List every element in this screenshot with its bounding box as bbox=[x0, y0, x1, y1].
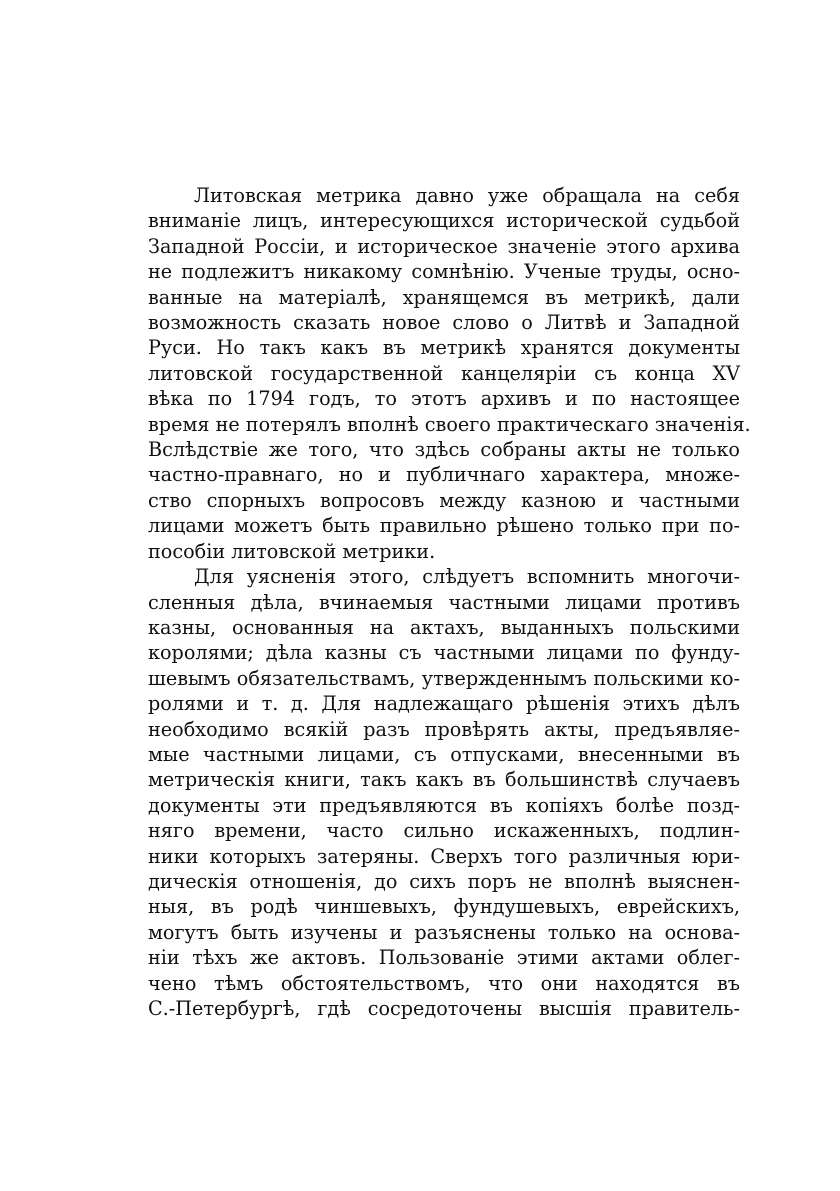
text-line: сленныя дѣла, вчинаемыя частными лицами противъ bbox=[148, 590, 740, 614]
text-line: Литовская метрика давно уже обращала на себя bbox=[194, 184, 740, 207]
text-line: ванные на матеріалѣ, хранящемся въ метрикѣ, дали bbox=[148, 285, 740, 309]
text-line: ніи тѣхъ же актовъ. Пользованіе этими актами облег- bbox=[148, 946, 740, 970]
text-line: чено тѣмъ обстоятельствомъ, что они находятся въ bbox=[148, 971, 740, 995]
text-line: казны, основанныя на актахъ, выданныхъ польскими bbox=[148, 615, 740, 639]
text-line: мые частными лицами, съ отпусками, внесенными въ bbox=[148, 742, 740, 766]
text-line: время не потерялъ вполнѣ своего практическаго значенія. bbox=[148, 412, 751, 436]
text-line: метрическія книги, такъ какъ въ большинствѣ случаевъ bbox=[148, 768, 740, 792]
text-line: документы эти предъявляются въ копіяхъ болѣе позд- bbox=[148, 793, 740, 817]
text-line: ники которыхъ затеряны. Сверхъ того различныя юри- bbox=[148, 844, 740, 868]
text-line: няго времени, часто сильно искаженныхъ, подлин- bbox=[148, 819, 740, 843]
text-line: Вслѣдствіе же того, что здѣсь собраны акты не только bbox=[148, 438, 740, 462]
text-line: лицами можетъ быть правильно рѣшено только при по- bbox=[148, 514, 740, 538]
paragraph-2 bbox=[148, 564, 740, 1021]
page-text bbox=[148, 183, 751, 1021]
text-line: ство спорныхъ вопросовъ между казною и частными bbox=[148, 488, 740, 512]
text-line: шевымъ обязательствамъ, утвержденнымъ польскими ко- bbox=[148, 666, 740, 690]
text-line: возможность сказать новое слово о Литвѣ и Западной bbox=[148, 311, 740, 335]
text-line: литовской государственной канцеляріи съ конца XV bbox=[148, 361, 740, 385]
text-line: дическія отношенія, до сихъ поръ не вполнѣ выяснен- bbox=[148, 869, 740, 893]
text-line: С.-Петербургѣ, гдѣ сосредоточены высшія правитель- bbox=[148, 997, 740, 1020]
paragraph-1 bbox=[148, 183, 751, 564]
text-line: ролями и т. д. Для надлежащаго рѣшенія этихъ дѣлъ bbox=[148, 692, 740, 716]
text-line: вѣка по 1794 годъ, то этотъ архивъ и по настоящее bbox=[148, 387, 740, 411]
text-line: Западной Россіи, и историческое значеніе этого архива bbox=[148, 234, 740, 258]
text-line: необходимо всякій разъ провѣрять акты, предъявляе- bbox=[148, 717, 740, 741]
text-line: не подлежитъ никакому сомнѣнію. Ученые труды, осно- bbox=[148, 260, 740, 284]
text-line: ныя, въ родѣ чиншевыхъ, фундушевыхъ, еврейскихъ, bbox=[148, 895, 740, 919]
text-line: королями; дѣла казны съ частными лицами по фунду- bbox=[148, 641, 740, 665]
text-line: Для уясненія этого, слѣдуетъ вспомнить многочи- bbox=[194, 565, 740, 589]
text-line: Руси. Но такъ какъ въ метрикѣ хранятся документы bbox=[148, 336, 740, 360]
text-line: пособіи литовской метрики. bbox=[148, 539, 436, 563]
text-line: частно-правнаго, но и публичнаго характера, множе- bbox=[148, 463, 740, 487]
text-line: вниманіе лицъ, интересующихся исторической судьбой bbox=[148, 209, 740, 233]
text-line: могутъ быть изучены и разъяснены только на основа- bbox=[148, 920, 740, 944]
